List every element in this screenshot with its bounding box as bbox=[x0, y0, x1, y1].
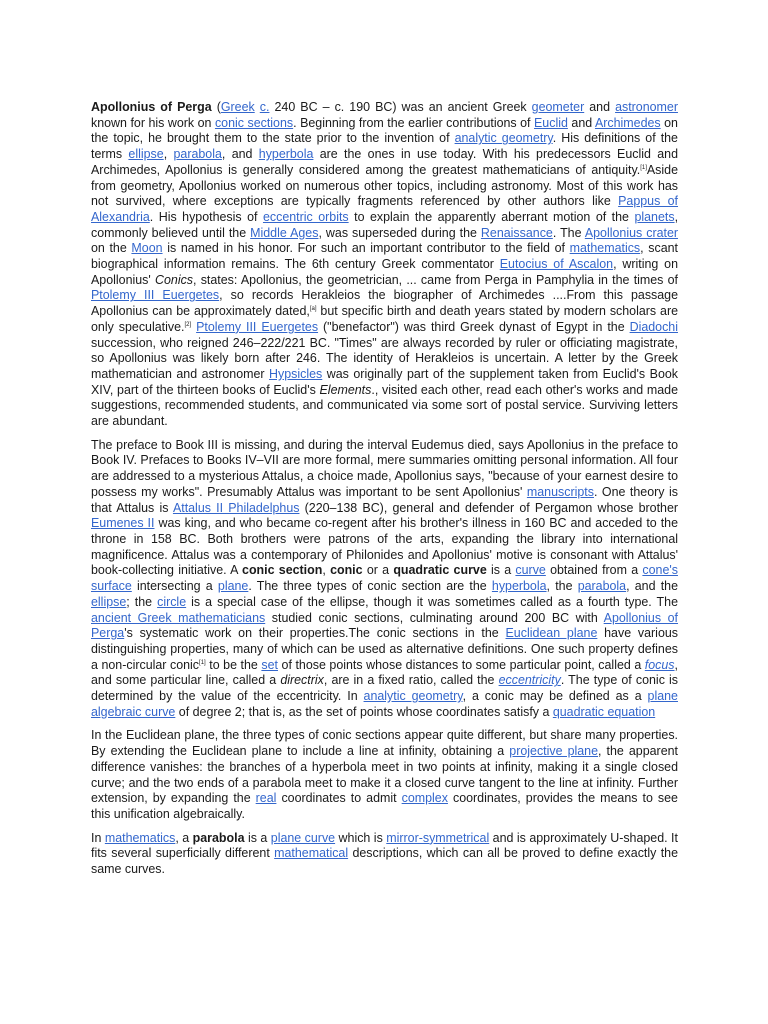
text-span: , scant biographical information remains. The 6th century Greek commentator bbox=[91, 241, 678, 272]
article-link[interactable]: mirror-symmetrical bbox=[386, 830, 490, 845]
article-link[interactable]: Middle Ages bbox=[250, 225, 319, 240]
article-link[interactable]: ellipse bbox=[91, 594, 127, 609]
text-span: and bbox=[584, 100, 616, 114]
text-span: on the bbox=[91, 241, 132, 256]
article-link[interactable]: Renaissance bbox=[480, 225, 553, 240]
article-link[interactable]: Eumenes II bbox=[91, 516, 155, 531]
article-link[interactable]: hyperbola bbox=[491, 579, 547, 594]
article-link[interactable]: Apollonius of Perga bbox=[91, 610, 679, 641]
text-span: . The type of conic is determined by the value of the eccentricity. In bbox=[91, 673, 679, 704]
article-link[interactable]: quadratic equation bbox=[552, 704, 656, 719]
bold-term: conic bbox=[330, 563, 363, 578]
italic-text: directrix bbox=[280, 673, 324, 688]
article-link[interactable]: mathematics bbox=[569, 241, 641, 256]
article-link[interactable]: Ptolemy III Euergetes bbox=[196, 319, 319, 334]
text-span: coordinates, provides the means to see this unification algebraically. bbox=[91, 791, 678, 821]
paragraph bbox=[91, 831, 678, 878]
text-span: ., visited each other, read each other's works and made suggestions, recommended students, and communicated via some sort of postal service. Surviving letters are abundant. bbox=[91, 382, 679, 429]
article-link[interactable]: Attalus II Philadelphus bbox=[172, 500, 300, 515]
text-span: (220–138 BC), general and defender of Pergamon whose brother bbox=[299, 500, 679, 515]
article-link[interactable]: Euclidean plane bbox=[505, 626, 598, 641]
text-span: 240 BC – c. 190 BC) was an ancient Greek bbox=[269, 100, 532, 114]
text-span: have various distinguishing properties, many of which can be used as alternative definitions. One such property defines a non-circular conic bbox=[91, 626, 678, 672]
text-span: is a special case of the ellipse, though it was sometimes called as a fourth type. The bbox=[186, 594, 678, 609]
text-span: was king, and who became co-regent after his brother's illness in 160 BC and acceded to the throne in 158 BC. Both brothers were patrons of the arts, expanding the library into international magnificence. Attalus was a contemporary of Philonides and Apollonius' motive is consonant with Attalus' book-collecting initiative. A bbox=[91, 516, 678, 578]
text-span: . The bbox=[552, 225, 585, 240]
text-span: to explain the apparently aberrant motion of the bbox=[348, 209, 635, 224]
text-span: is a bbox=[244, 830, 271, 845]
article-link[interactable]: Hypsicles bbox=[269, 366, 323, 381]
text-span: 's systematic work on their properties.The conic sections in the bbox=[124, 626, 506, 641]
article-link[interactable]: planets bbox=[634, 209, 675, 224]
paragraph bbox=[91, 438, 678, 721]
text-span: . The three types of conic section are the bbox=[248, 579, 492, 594]
bold-term: conic section bbox=[242, 563, 323, 578]
text-span: on the topic, he brought them to the state prior to the invention of bbox=[91, 115, 678, 146]
text-span: of degree 2; that is, as the set of points whose coordinates satisfy a bbox=[175, 704, 553, 719]
text-span: and is approximately U-shaped. It fits several superficially different bbox=[91, 830, 678, 861]
text-span: , bbox=[322, 563, 331, 578]
article-link[interactable]: complex bbox=[401, 791, 448, 806]
article-link[interactable]: Euclid bbox=[534, 115, 568, 130]
italic-text: Elements bbox=[319, 382, 372, 397]
article-link[interactable]: analytic geometry bbox=[454, 131, 553, 146]
article-link[interactable]: circle bbox=[157, 594, 187, 609]
text-span: ; the bbox=[126, 594, 158, 609]
text-span: The preface to Book III is missing, and during the interval Eudemus died, says Apollonius in the preface to Book IV. Prefaces to Books IV–VII are more formal, mere summaries omitting personal information. All four are addressed to a mysterious Attalus, a choice made, Apollonius says, "because of your earnest desire to possess my works". Presumably Attalus was important to be sent Apollonius' bbox=[91, 437, 678, 499]
article-link[interactable]: focus bbox=[644, 657, 675, 672]
article-link[interactable]: projective plane bbox=[509, 744, 599, 759]
text-span: , the bbox=[546, 579, 578, 594]
text-span: , the apparent difference vanishes: the branches of a hyperbola meet in two points at infinity, making it a single closed curve; and the two ends of a parabola meet to make it a closed curve tangent to the line at infinity. Further extension, by expanding the bbox=[91, 744, 678, 806]
text-span: , and bbox=[221, 147, 259, 162]
text-span: of those points whose distances to some particular point, called a bbox=[277, 657, 645, 672]
text-span: In the Euclidean plane, the three types of conic sections appear quite different, but share many properties. By extending the Euclidean plane to include a line at infinity, obtaining a bbox=[91, 728, 678, 759]
article-link[interactable]: plane bbox=[217, 579, 249, 594]
article-link[interactable]: parabola bbox=[577, 579, 627, 594]
article-link[interactable]: manuscripts bbox=[526, 484, 594, 499]
text-span: , and some particular line, called a bbox=[91, 657, 678, 688]
text-span: studied conic sections, culminating around 200 BC with bbox=[265, 610, 604, 625]
article-link[interactable]: hyperbola bbox=[258, 147, 314, 162]
citation-marker[interactable]: [1] bbox=[199, 659, 206, 666]
text-span: succession, who reigned 246–222/221 BC. "Times" are always recorded by ruler or officiating magistrate, so Apollonius was likely born after 246. The identity of Herakleios is uncertain. A letter by the Greek mathematician and astronomer bbox=[91, 335, 678, 381]
article-link[interactable]: Moon bbox=[131, 241, 163, 256]
article-link[interactable]: conic sections bbox=[214, 115, 294, 130]
article-link[interactable]: Eutocius of Ascalon bbox=[499, 257, 614, 272]
citation-marker[interactable]: [1] bbox=[640, 164, 647, 171]
text-span: intersecting a bbox=[131, 579, 218, 594]
text-span: and bbox=[567, 115, 595, 130]
text-span: . One theory is that Attalus is bbox=[91, 484, 678, 515]
article-link[interactable]: ellipse bbox=[128, 147, 164, 162]
article-link[interactable]: plane curve bbox=[270, 830, 336, 845]
text-span: is a bbox=[486, 563, 516, 578]
text-span: to be the bbox=[205, 657, 262, 672]
citation-marker[interactable]: [2] bbox=[184, 321, 192, 328]
text-span: , so records Herakleios the biographer of Archimedes ....From this passage Apollonius can be approximately dated, bbox=[91, 288, 679, 319]
article-link[interactable]: Ptolemy III Euergetes bbox=[91, 288, 220, 303]
text-span: is named in his honor. For such an important contributor to the field of bbox=[162, 241, 570, 256]
text-span: are the ones in use today. With his predecessors Euclid and Archimedes, Apollonius is generally considered among the greatest mathematicians of antiquity. bbox=[91, 147, 679, 177]
article-link[interactable]: parabola bbox=[173, 147, 222, 162]
document-body bbox=[91, 100, 678, 886]
article-link[interactable]: curve bbox=[515, 563, 546, 578]
text-span: but specific birth and death years stated by modern scholars are only speculative. bbox=[91, 304, 679, 334]
article-link[interactable]: geometer bbox=[531, 100, 585, 114]
article-link[interactable]: c. bbox=[259, 100, 270, 114]
text-span: In bbox=[91, 830, 105, 845]
article-link[interactable]: Apollonius crater bbox=[584, 225, 679, 240]
text-span: , writing on Apollonius' bbox=[91, 257, 678, 287]
article-link[interactable]: eccentricity bbox=[498, 673, 561, 688]
text-span: which is bbox=[335, 830, 387, 845]
article-link[interactable]: real bbox=[255, 791, 277, 806]
article-link[interactable]: ancient Greek mathematicians bbox=[91, 610, 266, 625]
text-span: , a bbox=[175, 830, 193, 845]
article-link[interactable]: analytic geometry bbox=[363, 689, 463, 704]
text-span: . His hypothesis of bbox=[149, 209, 263, 224]
text-span: . His definitions of the terms bbox=[91, 131, 678, 162]
article-link[interactable]: set bbox=[261, 657, 278, 672]
text-span: ("benefactor") was third Greek dynast of Egypt in the bbox=[318, 319, 630, 334]
citation-marker[interactable]: [a] bbox=[309, 306, 317, 313]
article-link[interactable]: mathematical bbox=[274, 846, 349, 861]
article-link[interactable]: Greek bbox=[220, 100, 255, 114]
text-span: ( bbox=[211, 100, 221, 114]
text-span: , are in a fixed ratio, called the bbox=[323, 673, 499, 688]
article-link[interactable]: Diadochi bbox=[629, 319, 678, 334]
paragraph bbox=[91, 728, 678, 822]
article-link[interactable]: mathematics bbox=[104, 830, 176, 845]
article-link[interactable]: cone's surface bbox=[91, 563, 678, 594]
article-link[interactable]: astronomer bbox=[615, 100, 678, 114]
text-span: descriptions, which can all be proved to define exactly the same curves. bbox=[91, 846, 678, 877]
bold-term: parabola bbox=[192, 830, 245, 845]
text-span: or a bbox=[362, 563, 394, 578]
text-span: , states: Apollonius, the geometrician, ... came from Perga in Pamphylia in the times of bbox=[193, 272, 678, 287]
italic-text: Conics bbox=[155, 272, 194, 287]
text-span: was originally part of the supplement taken from Euclid's Book XIV, part of the thirteen books of Euclid's bbox=[91, 366, 678, 397]
bold-term: quadratic curve bbox=[393, 563, 487, 578]
text-span: obtained from a bbox=[545, 563, 643, 578]
text-span: , a conic may be defined as a bbox=[462, 689, 648, 704]
text-span: known for his work on bbox=[91, 115, 215, 130]
text-span: , and the bbox=[626, 579, 678, 594]
text-span: , commonly believed until the bbox=[91, 209, 679, 240]
text-span: , bbox=[163, 147, 174, 162]
article-link[interactable]: Archimedes bbox=[594, 115, 661, 130]
article-link[interactable]: plane algebraic curve bbox=[91, 689, 678, 719]
text-span: coordinates to admit bbox=[276, 791, 402, 806]
bold-term: Apollonius of Perga bbox=[91, 100, 212, 114]
text-span: . Beginning from the earlier contributions of bbox=[293, 115, 535, 130]
article-link[interactable]: Pappus of Alexandria bbox=[91, 194, 679, 224]
text-span: Aside from geometry, Apollonius worked on numerous other topics, including astronomy. Most of this work has not survived, where exceptions are typically fragments referenced by other authors like bbox=[91, 162, 678, 209]
text-span: , was superseded during the bbox=[318, 225, 481, 240]
paragraph bbox=[91, 100, 678, 430]
article-link[interactable]: eccentric orbits bbox=[262, 209, 349, 224]
